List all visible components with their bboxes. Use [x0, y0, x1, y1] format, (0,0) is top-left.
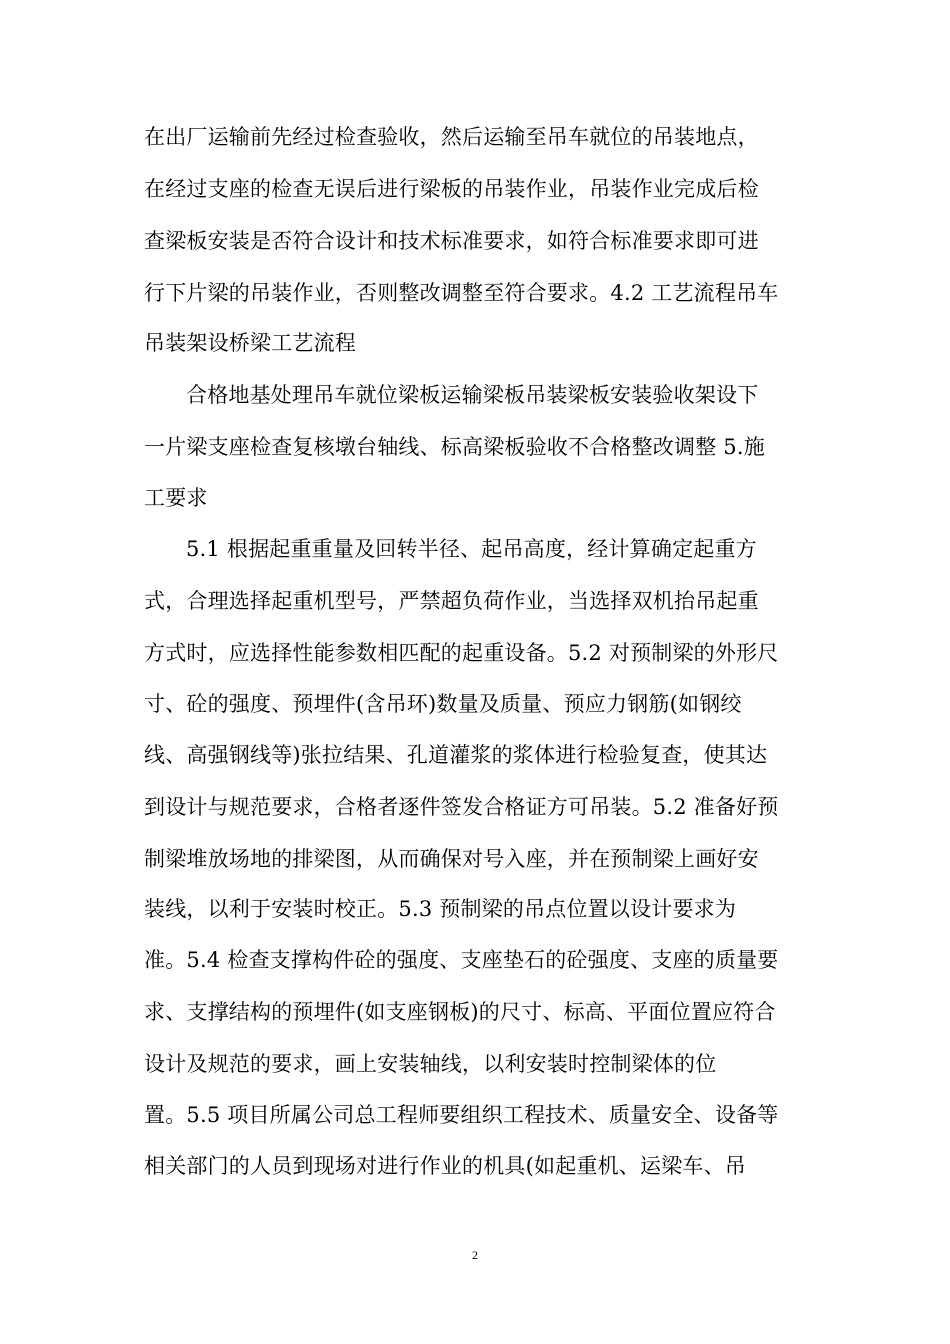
text-line: 在经过支座的检查无误后进行梁板的吊装作业，吊装作业完成后检	[144, 177, 759, 201]
text-line: 求、支撑结构的预埋件(如支座钢板)的尺寸、标高、平面位置应符合	[144, 1000, 776, 1024]
text-line: 5.1 根据起重重量及回转半径、起吊高度，经计算确定起重方	[186, 537, 757, 561]
text-line: 工要求	[144, 486, 208, 510]
text-line: 线、高强钢线等)张拉结果、孔道灌浆的浆体进行检验复查，使其达	[144, 743, 768, 767]
text-line: 寸、砼的强度、预埋件(含吊环)数量及质量、预应力钢筋(如钢绞	[144, 692, 742, 716]
text-line: 制梁堆放场地的排梁图，从而确保对号入座，并在预制梁上画好安	[144, 847, 759, 871]
text-line: 到设计与规范要求，合格者逐件签发合格证方可吊装。5.2 准备好预	[144, 795, 779, 819]
text-line: 相关部门的人员到现场对进行作业的机具(如起重机、运梁车、吊	[144, 1154, 746, 1178]
text-line: 合格地基处理吊车就位梁板运输梁板吊装梁板安装验收架设下	[186, 383, 759, 407]
text-line: 吊装架设桥梁工艺流程	[144, 331, 356, 355]
text-line: 一片梁支座检查复核墩台轴线、标高梁板验收不合格整改调整 5.施	[144, 435, 765, 459]
text-line: 置。5.5 项目所属公司总工程师要组织工程技术、质量安全、设备等	[144, 1103, 779, 1127]
text-line: 式，合理选择起重机型号，严禁超负荷作业，当选择双机抬吊起重	[144, 589, 759, 613]
text-line: 在出厂运输前先经过检查验收，然后运输至吊车就位的吊装地点，	[144, 125, 759, 149]
text-line: 方式时，应选择性能参数相匹配的起重设备。5.2 对预制梁的外形尺	[144, 641, 779, 665]
text-line: 查梁板安装是否符合设计和技术标准要求，如符合标准要求即可进	[144, 229, 759, 253]
page-number: 2	[472, 1248, 478, 1262]
text-line: 行下片梁的吊装作业，否则整改调整至符合要求。4.2 工艺流程吊车	[144, 281, 779, 305]
text-line: 装线，以利于安装时校正。5.3 预制梁的吊点位置以设计要求为	[144, 897, 737, 921]
text-line: 准。5.4 检查支撑构件砼的强度、支座垫石的砼强度、支座的质量要	[144, 948, 779, 972]
text-line: 设计及规范的要求，画上安装轴线，以利安装时控制梁体的位	[144, 1052, 717, 1076]
